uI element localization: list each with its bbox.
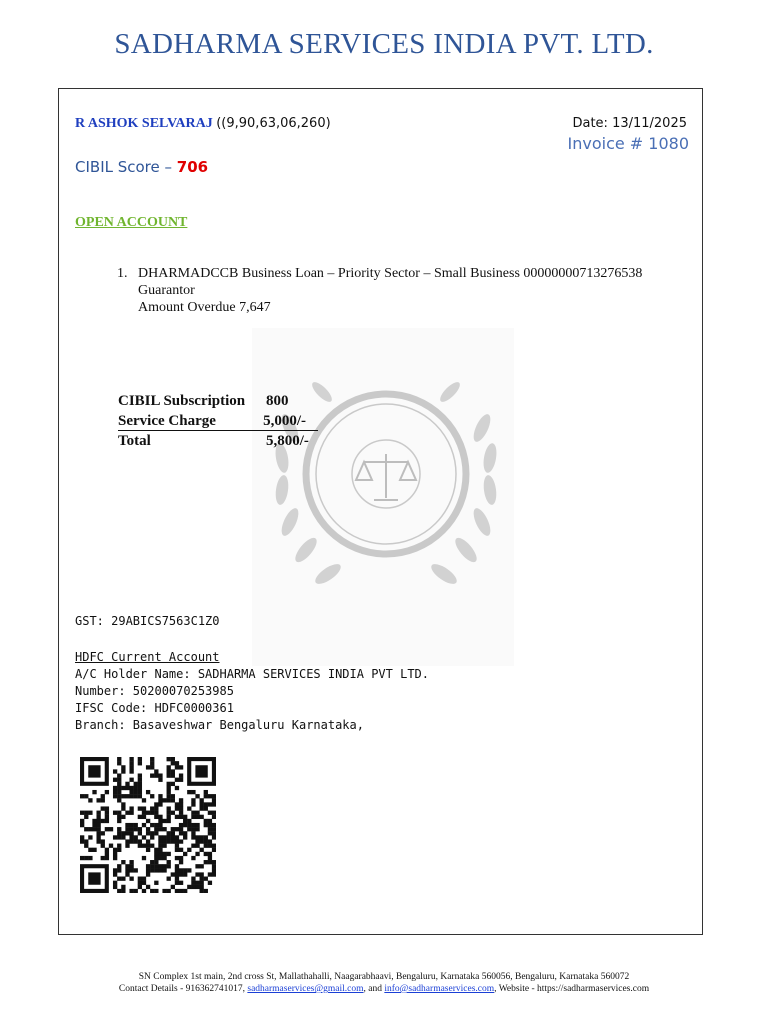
footer xyxy=(0,971,768,995)
open-account-heading: OPEN ACCOUNT xyxy=(75,215,188,230)
charge-label: Total xyxy=(118,433,151,449)
bank-branch: Branch: Basaveshwar Bengaluru Karnataka, xyxy=(75,718,364,732)
bank-title: HDFC Current Account xyxy=(75,650,220,664)
cibil-dash: – xyxy=(159,158,177,176)
bank-holder: A/C Holder Name: SADHARMA SERVICES INDIA PVT LTD. xyxy=(75,667,430,681)
charge-label: CIBIL Subscription xyxy=(118,393,246,409)
cibil-label: CIBIL Score xyxy=(75,158,160,176)
customer-phone: ((9,90,63,06,260) xyxy=(216,116,331,131)
customer-line xyxy=(75,116,331,132)
cibil-score xyxy=(75,158,208,176)
table-row xyxy=(118,391,322,411)
gst-number: GST: 29ABICS7563C1Z0 xyxy=(75,614,220,628)
charge-value: 800 xyxy=(266,393,289,409)
footer-and: , and xyxy=(363,984,385,994)
seal-watermark xyxy=(252,328,514,666)
scales-of-justice-icon xyxy=(252,328,514,666)
qr-code-icon xyxy=(80,757,216,893)
account-overdue: Amount Overdue 7,647 xyxy=(138,300,271,315)
table-row xyxy=(118,411,318,431)
table-row xyxy=(118,431,322,451)
email-link[interactable]: sadharmaservices@gmail.com xyxy=(247,984,364,994)
cibil-value: 706 xyxy=(176,158,209,176)
invoice-date: Date: 13/11/2025 xyxy=(572,116,687,131)
invoice-number: Invoice # 1080 xyxy=(567,134,689,153)
footer-address: SN Complex 1st main, 2nd cross St, Mallathahalli, Naagarabhaavi, Bengaluru, Karnataka 560056, Bengaluru, Karnataka 560072 xyxy=(138,972,630,982)
charge-label: Service Charge xyxy=(118,413,216,429)
list-item-number: 1. xyxy=(117,266,128,281)
bank-ifsc: IFSC Code: HDFC0000361 xyxy=(75,701,234,715)
list-item xyxy=(117,265,642,316)
charge-value: 5,000/- xyxy=(263,413,307,429)
footer-contact xyxy=(0,983,768,995)
account-role: Guarantor xyxy=(138,283,195,298)
account-list xyxy=(117,265,642,316)
charges-table xyxy=(118,391,322,451)
charge-value: 5,800/- xyxy=(266,433,309,449)
account-description: DHARMADCCB Business Loan – Priority Sector – Small Business 00000000713276538 xyxy=(138,266,643,281)
customer-name: R ASHOK SELVARAJ xyxy=(75,116,213,131)
footer-contact-prefix: Contact Details - 916362741017, xyxy=(118,984,248,994)
footer-website: , Website - https://sadharmaservices.com xyxy=(494,984,650,994)
email-link-info[interactable]: info@sadharmaservices.com xyxy=(384,984,495,994)
bank-account-number: Number: 50200070253985 xyxy=(75,684,234,698)
bank-details xyxy=(75,649,429,734)
company-title: SADHARMA SERVICES INDIA PVT. LTD. xyxy=(114,28,654,60)
